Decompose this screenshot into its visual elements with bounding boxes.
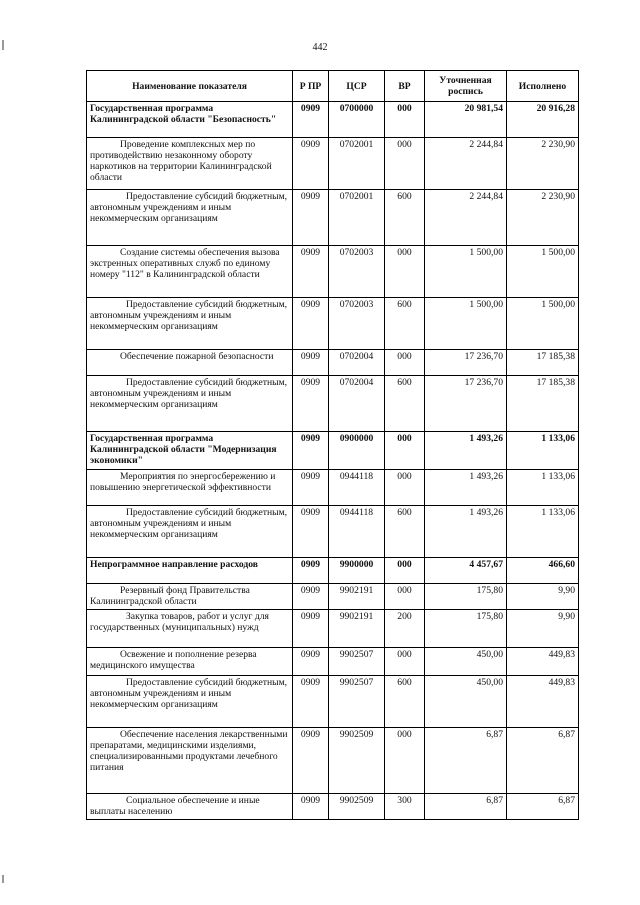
cell-plan: 20 981,54 (425, 102, 507, 138)
cell-plan: 6,87 (425, 794, 507, 820)
cell-plan: 450,00 (425, 676, 507, 728)
cell-done: 2 230,90 (507, 190, 579, 246)
cell-csr: 0944118 (329, 470, 385, 506)
cell-done: 1 133,06 (507, 506, 579, 558)
cell-done: 1 133,06 (507, 432, 579, 470)
cell-done: 6,87 (507, 728, 579, 794)
cell-name: Предоставление субсидий бюджетным, автономным учреждениям и иным некоммерческим организациям (87, 676, 293, 728)
header-vr: ВР (385, 71, 425, 102)
cell-done: 449,83 (507, 648, 579, 676)
cell-plan: 450,00 (425, 648, 507, 676)
cell-vr: 000 (385, 102, 425, 138)
cell-csr: 9900000 (329, 558, 385, 584)
cell-csr: 9902191 (329, 610, 385, 648)
cell-name: Государственная программа Калининградской области "Безопасность" (87, 102, 293, 138)
cell-vr: 000 (385, 432, 425, 470)
cell-done: 2 230,90 (507, 138, 579, 190)
cell-plan: 4 457,67 (425, 558, 507, 584)
cell-rpr: 0909 (293, 648, 329, 676)
cell-rpr: 0909 (293, 246, 329, 298)
cell-csr: 9902191 (329, 584, 385, 610)
page-number: 442 (312, 42, 328, 53)
table-row (87, 610, 579, 648)
cell-name: Обеспечение пожарной безопасности (87, 350, 293, 376)
cell-rpr: 0909 (293, 676, 329, 728)
table-row (87, 350, 579, 376)
cell-rpr: 0909 (293, 102, 329, 138)
cell-vr: 000 (385, 584, 425, 610)
cell-vr: 600 (385, 376, 425, 432)
table-row (87, 794, 579, 820)
header-rpr: Р ПР (293, 71, 329, 102)
cell-plan: 2 244,84 (425, 138, 507, 190)
cell-name: Непрограммное направление расходов (87, 558, 293, 584)
cell-csr: 0702001 (329, 190, 385, 246)
cell-done: 17 185,38 (507, 350, 579, 376)
table-row (87, 558, 579, 584)
cell-vr: 000 (385, 246, 425, 298)
cell-plan: 17 236,70 (425, 350, 507, 376)
cell-vr: 000 (385, 648, 425, 676)
cell-vr: 600 (385, 298, 425, 350)
cell-plan: 2 244,84 (425, 190, 507, 246)
cell-csr: 0702003 (329, 298, 385, 350)
table-body (87, 102, 579, 820)
cell-name: Проведение комплексных мер по противодействию незаконному обороту наркотиков на территории Калининградской области (87, 138, 293, 190)
cell-name: Освежение и пополнение резерва медицинского имущества (87, 648, 293, 676)
cell-rpr: 0909 (293, 794, 329, 820)
cell-rpr: 0909 (293, 728, 329, 794)
cell-csr: 0702003 (329, 246, 385, 298)
cell-rpr: 0909 (293, 376, 329, 432)
table-row (87, 246, 579, 298)
cell-name: Мероприятия по энергосбережению и повышению энергетической эффективности (87, 470, 293, 506)
cell-rpr: 0909 (293, 298, 329, 350)
cell-plan: 1 493,26 (425, 506, 507, 558)
cell-done: 466,60 (507, 558, 579, 584)
cell-name: Создание системы обеспечения вызова экстренных оперативных служб по единому номеру "112" в Калининградской области (87, 246, 293, 298)
cell-vr: 000 (385, 350, 425, 376)
cell-csr: 0900000 (329, 432, 385, 470)
cell-rpr: 0909 (293, 432, 329, 470)
budget-table (86, 70, 579, 820)
cell-rpr: 0909 (293, 506, 329, 558)
header-done: Исполнено (507, 71, 579, 102)
table-row (87, 648, 579, 676)
scan-mark-bottom (2, 875, 4, 883)
cell-name: Резервный фонд Правительства Калининградской области (87, 584, 293, 610)
table-row (87, 190, 579, 246)
cell-plan: 6,87 (425, 728, 507, 794)
cell-vr: 200 (385, 610, 425, 648)
cell-csr: 9902509 (329, 728, 385, 794)
table-row (87, 432, 579, 470)
cell-rpr: 0909 (293, 470, 329, 506)
cell-vr: 600 (385, 676, 425, 728)
cell-rpr: 0909 (293, 138, 329, 190)
cell-name: Предоставление субсидий бюджетным, автономным учреждениям и иным некоммерческим организациям (87, 298, 293, 350)
cell-rpr: 0909 (293, 558, 329, 584)
header-plan: Уточненная роспись (425, 71, 507, 102)
cell-rpr: 0909 (293, 190, 329, 246)
cell-rpr: 0909 (293, 350, 329, 376)
table-row (87, 506, 579, 558)
header-name: Наименование показателя (87, 71, 293, 102)
table-row (87, 470, 579, 506)
cell-name: Социальное обеспечение и иные выплаты населению (87, 794, 293, 820)
cell-done: 1 133,06 (507, 470, 579, 506)
cell-done: 6,87 (507, 794, 579, 820)
cell-done: 9,90 (507, 584, 579, 610)
cell-name: Закупка товаров, работ и услуг для государственных (муниципальных) нужд (87, 610, 293, 648)
cell-plan: 175,80 (425, 584, 507, 610)
cell-csr: 0944118 (329, 506, 385, 558)
cell-csr: 0702004 (329, 350, 385, 376)
cell-vr: 600 (385, 506, 425, 558)
cell-csr: 9902507 (329, 648, 385, 676)
cell-csr: 9902509 (329, 794, 385, 820)
cell-vr: 000 (385, 728, 425, 794)
cell-done: 449,83 (507, 676, 579, 728)
table-header-row (87, 71, 579, 102)
cell-plan: 1 493,26 (425, 432, 507, 470)
cell-done: 9,90 (507, 610, 579, 648)
cell-rpr: 0909 (293, 610, 329, 648)
cell-vr: 300 (385, 794, 425, 820)
cell-done: 17 185,38 (507, 376, 579, 432)
cell-name: Государственная программа Калининградской области "Модернизация экономики" (87, 432, 293, 470)
cell-name: Предоставление субсидий бюджетным, автономным учреждениям и иным некоммерческим организациям (87, 376, 293, 432)
cell-vr: 000 (385, 138, 425, 190)
cell-done: 1 500,00 (507, 298, 579, 350)
table-row (87, 102, 579, 138)
cell-plan: 175,80 (425, 610, 507, 648)
cell-csr: 0702001 (329, 138, 385, 190)
table-row (87, 376, 579, 432)
cell-vr: 000 (385, 470, 425, 506)
cell-name: Предоставление субсидий бюджетным, автономным учреждениям и иным некоммерческим организациям (87, 190, 293, 246)
cell-name: Обеспечение населения лекарственными препаратами, медицинскими изделиями, специализированными продуктами лечебного питания (87, 728, 293, 794)
cell-csr: 9902507 (329, 676, 385, 728)
cell-plan: 1 500,00 (425, 246, 507, 298)
cell-vr: 000 (385, 558, 425, 584)
cell-name: Предоставление субсидий бюджетным, автономным учреждениям и иным некоммерческим организациям (87, 506, 293, 558)
scan-mark-top (2, 40, 4, 50)
cell-csr: 0700000 (329, 102, 385, 138)
cell-plan: 1 500,00 (425, 298, 507, 350)
cell-rpr: 0909 (293, 584, 329, 610)
cell-done: 20 916,28 (507, 102, 579, 138)
cell-done: 1 500,00 (507, 246, 579, 298)
header-csr: ЦСР (329, 71, 385, 102)
cell-csr: 0702004 (329, 376, 385, 432)
table-row (87, 298, 579, 350)
cell-plan: 1 493,26 (425, 470, 507, 506)
table-row (87, 138, 579, 190)
cell-plan: 17 236,70 (425, 376, 507, 432)
table-row (87, 728, 579, 794)
table-row (87, 676, 579, 728)
table-row (87, 584, 579, 610)
cell-vr: 600 (385, 190, 425, 246)
